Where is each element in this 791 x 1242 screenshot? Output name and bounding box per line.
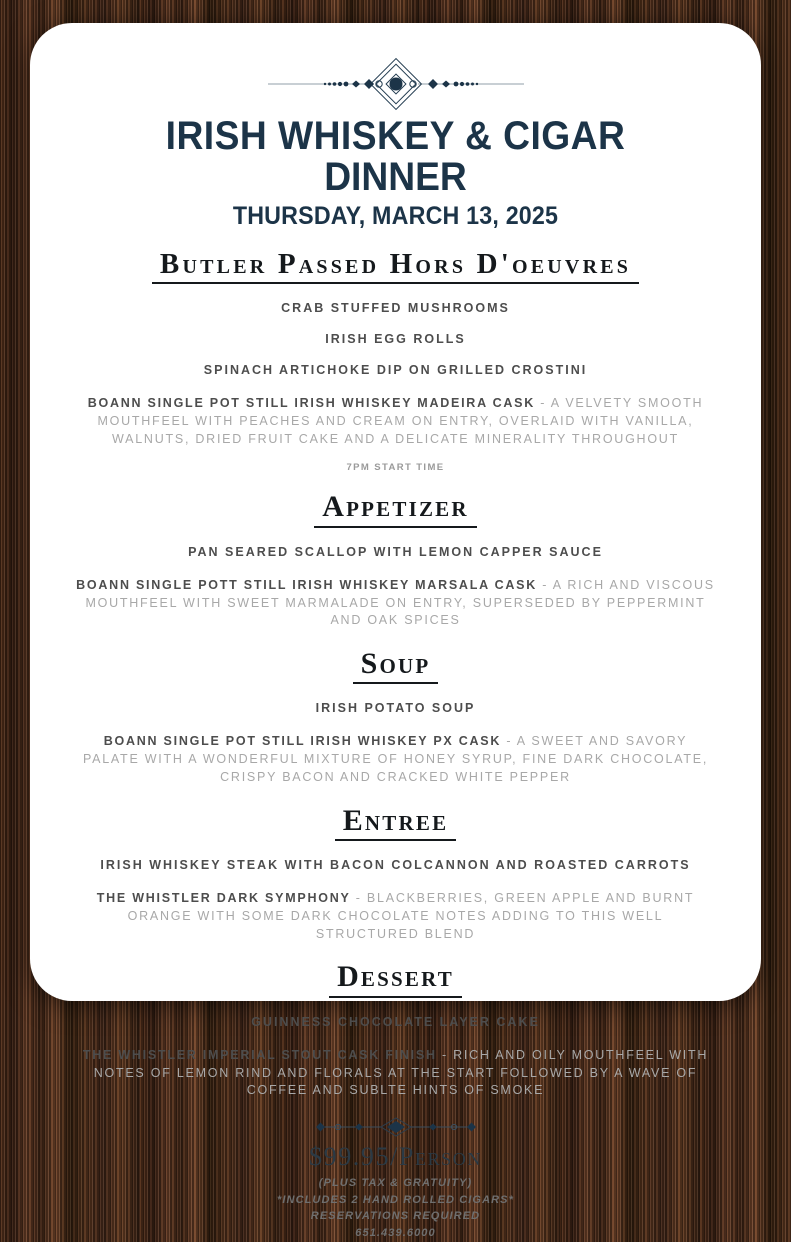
- pairing-text: [74, 733, 717, 786]
- section-heading: Dessert: [74, 959, 717, 997]
- bottom-ornament: [74, 1114, 717, 1140]
- diamond-ornament: [266, 56, 526, 112]
- dish-name: SPINACH ARTICHOKE DIP ON GRILLED CROSTINI: [203, 363, 588, 378]
- price: $99.95/Person: [309, 1142, 482, 1172]
- phone-number[interactable]: 651.439.6000: [355, 1227, 436, 1240]
- dish-name: PAN SEARED SCALLOP WITH LEMON CAPPER SAUCE: [188, 544, 603, 559]
- top-ornament: [74, 55, 717, 113]
- pairing-description: - A SWEET AND SAVORY PALATE WITH A WONDERFUL MIXTURE OF HONEY SYRUP, FINE DARK CHOCOLATE, CRISPY BACON AND CRACKED WHITE PEPPER: [82, 734, 709, 784]
- course-section: [74, 489, 717, 630]
- page-title-line2: DINNER: [324, 155, 467, 200]
- fine-print: [74, 1176, 717, 1242]
- pairing-name: BOANN SINGLE POT STILL IRISH WHISKEY PX CASK: [103, 734, 502, 749]
- fine-print-tax: (PLUS TAX & GRATUITY): [318, 1176, 473, 1189]
- pairing-name: BOANN SINGLE POTT STILL IRISH WHISKEY MARSALA CASK: [76, 577, 538, 592]
- pairing-text: [74, 1047, 717, 1100]
- menu-card: [30, 23, 761, 1240]
- course-section: [74, 646, 717, 787]
- pairing-name: THE WHISTLER IMPERIAL STOUT CASK FINISH: [82, 1047, 437, 1062]
- pairing-text: [74, 890, 717, 943]
- pairing-text: [74, 395, 717, 448]
- start-time-note: 7PM START TIME: [346, 462, 445, 474]
- course-section: [74, 803, 717, 944]
- dish-name: IRISH WHISKEY STEAK WITH BACON COLCANNON AND ROASTED CARROTS: [100, 858, 691, 873]
- section-heading: Butler Passed Hors D'oeuvres: [74, 247, 717, 284]
- pairing-name: THE WHISTLER DARK SYMPHONY: [96, 891, 351, 906]
- course-section: [74, 247, 717, 473]
- course-section: [74, 959, 717, 1100]
- dish-name: IRISH POTATO SOUP: [315, 701, 476, 716]
- dish-name: IRISH EGG ROLLS: [325, 332, 466, 347]
- dish-name: CRAB STUFFED MUSHROOMS: [281, 301, 510, 316]
- fine-print-reservations: RESERVATIONS REQUIRED: [310, 1210, 481, 1223]
- footer: [74, 1114, 717, 1242]
- pairing-description: - RICH AND OILY MOUTHFEEL WITH NOTES OF LEMON RIND AND FLORALS AT THE START FOLLOWED BY A WAVE OF COFFEE AND SUBLTE HINTS OF SMOKE: [93, 1047, 709, 1098]
- fine-print-cigars: *INCLUDES 2 HAND ROLLED CIGARS*: [276, 1193, 514, 1206]
- page-title: IRISH WHISKEY & CIGAR: [165, 114, 626, 158]
- pairing-description: - A RICH AND VISCOUS MOUTHFEEL WITH SWEET MARMALADE ON ENTRY, SUPERSEDED BY PEPPERMINT AND OAK SPICES: [85, 577, 715, 628]
- section-heading: Soup: [74, 646, 717, 684]
- dish-name: GUINNESS CHOCOLATE LAYER CAKE: [251, 1014, 540, 1029]
- section-heading: Entree: [74, 803, 717, 841]
- pairing-description: - A VELVETY SMOOTH MOUTHFEEL WITH PEACHES AND CREAM ON ENTRY, OVERLAID WITH VANILLA, WALNUTS, DRIED FRUIT CAKE AND A DELICATE MINERALITY THROUGHOUT: [97, 396, 704, 446]
- diamond-bar-ornament: [311, 1116, 481, 1138]
- pairing-name: BOANN SINGLE POT STILL IRISH WHISKEY MADEIRA CASK: [87, 396, 536, 411]
- section-heading: Appetizer: [74, 489, 717, 527]
- pairing-text: [74, 577, 717, 630]
- pairing-description: - BLACKBERRIES, GREEN APPLE AND BURNT ORANGE WITH SOME DARK CHOCOLATE NOTES ADDING TO THIS WELL STRUCTURED BLEND: [127, 891, 695, 941]
- event-date: THURSDAY, MARCH 13, 2025: [232, 201, 559, 230]
